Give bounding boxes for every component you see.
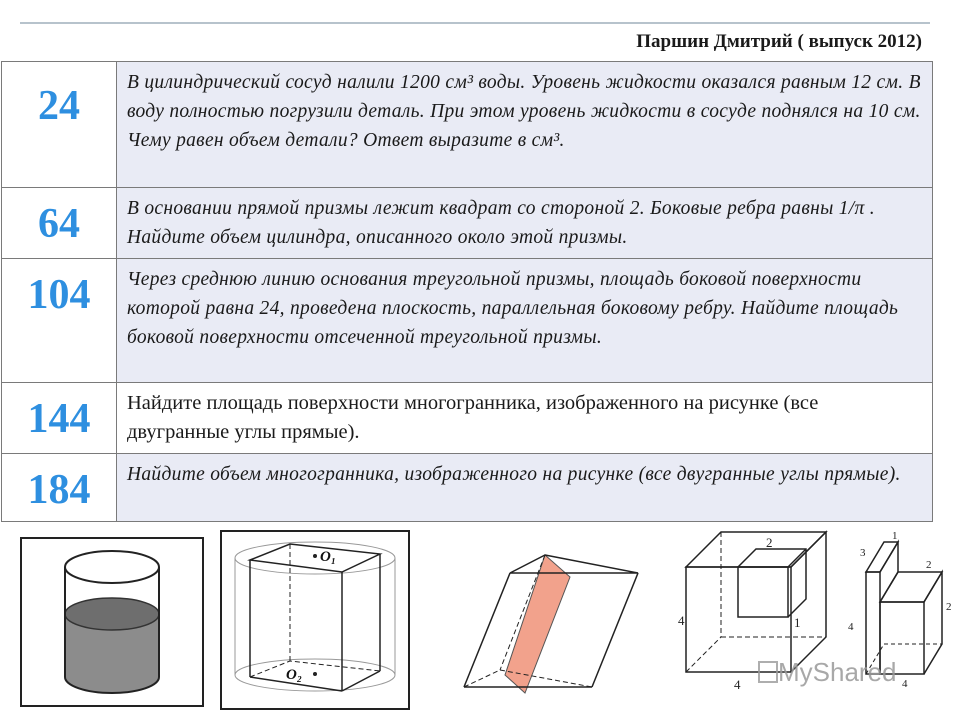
task-number-link[interactable]: 104 [2, 259, 117, 383]
table-row [2, 62, 933, 188]
svg-text:2: 2 [926, 559, 932, 571]
task-number-link[interactable]: 64 [2, 188, 117, 259]
table-row [2, 383, 933, 454]
svg-text:4: 4 [678, 613, 685, 628]
task-number-link[interactable]: 184 [2, 454, 117, 522]
svg-text:4: 4 [848, 621, 854, 633]
task-text: Найдите площадь поверхности многогранника, изображенного на рисунке (все двугранные углы прямые). [117, 383, 933, 454]
svg-text:3: 3 [860, 547, 866, 559]
cylinder-water-figure [20, 537, 204, 707]
prism-in-cylinder-figure [220, 530, 410, 710]
svg-text:4: 4 [902, 678, 908, 690]
task-text: Через среднюю линию основания треугольной призмы, площадь боковой поверхности которой равна 24, проведена плоскость, параллельная боковому ребру. Найдите площадь боковой поверхности отсеченной треугольной призмы. [117, 259, 933, 383]
svg-text:1: 1 [892, 530, 898, 542]
svg-text:1: 1 [794, 615, 801, 630]
watermark: MyShared [778, 657, 897, 687]
author-title: Паршин Дмитрий ( выпуск 2012) [636, 31, 922, 52]
task-text: В основании прямой призмы лежит квадрат со стороной 2. Боковые ребра равны 1/π . Найдите объем цилиндра, описанного около этой призмы. [117, 188, 933, 259]
task-text: Найдите объем многогранника, изображенного на рисунке (все двугранные углы прямые). [117, 454, 933, 522]
table-row [2, 454, 933, 522]
header-rule [20, 22, 930, 24]
table-row [2, 188, 933, 259]
tasks-table [1, 61, 933, 522]
table-row [2, 259, 933, 383]
label-o1: O₁ [320, 549, 337, 565]
svg-text:4: 4 [734, 677, 741, 692]
label-o2: O₂ [286, 667, 303, 683]
triangular-prism-figure [460, 525, 640, 705]
watermark-icon [758, 661, 778, 683]
task-number-link[interactable]: 144 [2, 383, 117, 454]
task-number-link[interactable]: 24 [2, 62, 117, 188]
task-text: В цилиндрический сосуд налили 1200 см³ воды. Уровень жидкости оказался равным 12 см. В воду полностью погрузили деталь. При этом уровень жидкости в сосуде поднялся на 10 см. Чему равен объем детали? Ответ выразите в см³. [117, 62, 933, 188]
svg-text:2: 2 [946, 601, 952, 613]
svg-text:2: 2 [766, 535, 773, 550]
